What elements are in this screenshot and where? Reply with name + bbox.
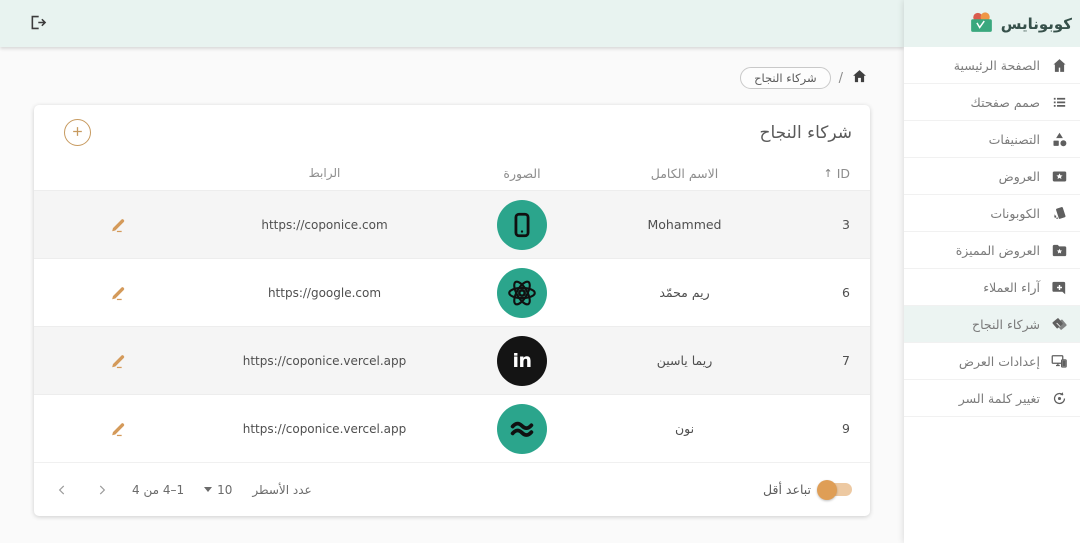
dense-padding-toggle[interactable] (763, 482, 852, 497)
cell-image (447, 268, 597, 318)
layers-icon (1050, 315, 1068, 333)
star-badge-icon (1050, 167, 1068, 185)
sidebar-item-label: شركاء النجاح (972, 316, 1040, 332)
logout-button[interactable] (26, 13, 48, 35)
list-icon (1050, 93, 1068, 111)
column-header-id[interactable] (772, 166, 870, 181)
cell-name: Mohammed (647, 217, 722, 232)
partners-table-card (34, 105, 870, 516)
sidebar-item-label: العروض (998, 168, 1040, 184)
home-icon (1050, 56, 1068, 74)
cell-link: https://coponice.vercel.app (242, 421, 407, 436)
sidebar (904, 0, 1080, 543)
pagination-prev-button[interactable] (92, 480, 112, 500)
cell-name: ريم محمّد (659, 285, 710, 300)
edit-button[interactable] (106, 417, 130, 441)
devices-icon (1050, 352, 1068, 370)
sidebar-item-categories[interactable] (904, 121, 1080, 158)
linkedin-icon (497, 336, 547, 386)
table-column-headers (34, 156, 870, 190)
cell-actions (34, 281, 202, 305)
cell-image (447, 336, 597, 386)
cell-link: https://google.com (267, 285, 382, 300)
pagination (52, 480, 312, 500)
table-row (34, 190, 870, 258)
cell-image (447, 404, 597, 454)
column-label-id: ID (836, 165, 850, 181)
sidebar-item-label: تغيير كلمة السر (958, 390, 1040, 406)
breadcrumb-current-chip[interactable]: شركاء النجاح (740, 67, 831, 89)
edit-button[interactable] (106, 281, 130, 305)
edit-button[interactable] (106, 213, 130, 237)
sidebar-item-label: الكوبونات (990, 205, 1040, 221)
cell-link: https://coponice.com (261, 217, 388, 232)
cell-link: https://coponice.vercel.app (242, 353, 407, 368)
sidebar-item-label: التصنيفات (988, 131, 1040, 147)
cell-actions (34, 213, 202, 237)
coupons-icon (1050, 204, 1068, 222)
logout-icon (28, 13, 47, 35)
sidebar-nav (904, 47, 1080, 417)
home-icon[interactable] (851, 68, 868, 89)
sidebar-item-display-settings[interactable] (904, 343, 1080, 380)
toggle-label: تباعد أقل (763, 482, 811, 497)
logo-text: كوبونايس (1000, 14, 1072, 33)
cell-id: 7 (842, 353, 850, 368)
table-row (34, 258, 870, 326)
cell-id: 9 (842, 421, 850, 436)
sort-ascending-icon: ↑ (823, 166, 833, 180)
column-header-image[interactable]: الصورة (503, 165, 541, 181)
breadcrumb-separator: / (838, 70, 843, 86)
rows-per-page-label: عدد الأسطر (252, 482, 312, 497)
sidebar-item-coupons[interactable] (904, 195, 1080, 232)
sidebar-item-label: صمم صفحتك (970, 94, 1040, 110)
waves-icon (497, 404, 547, 454)
table-footer (34, 462, 870, 516)
cell-name: نون (674, 421, 695, 436)
sidebar-item-label: آراء العملاء (983, 279, 1040, 295)
content (0, 47, 904, 543)
sidebar-item-label: إعدادات العرض (958, 353, 1040, 369)
edit-button[interactable] (106, 349, 130, 373)
logo-icon (969, 11, 994, 37)
sidebar-item-featured-offers[interactable] (904, 232, 1080, 269)
table-title: شركاء النجاح (759, 122, 852, 143)
cell-id: 3 (842, 217, 850, 232)
sidebar-item-customer-reviews[interactable] (904, 269, 1080, 306)
add-partner-button[interactable] (64, 119, 91, 146)
cell-image (447, 200, 597, 250)
toggle-knob (817, 480, 837, 500)
table-row (34, 326, 870, 394)
linkedin-logo-text: in (512, 349, 532, 372)
sidebar-item-home[interactable] (904, 47, 1080, 84)
sidebar-item-offers[interactable] (904, 158, 1080, 195)
cell-id: 6 (842, 285, 850, 300)
table-row (34, 394, 870, 462)
sidebar-item-label: العروض المميزة (955, 242, 1040, 258)
folder-star-icon (1050, 241, 1068, 259)
toggle-switch[interactable] (820, 483, 852, 496)
phone-icon (497, 200, 547, 250)
rows-per-page-value: 10 (217, 482, 233, 497)
column-header-name[interactable]: الاسم الكامل (650, 165, 719, 181)
table-header-bar (34, 105, 870, 156)
sidebar-item-design-page[interactable] (904, 84, 1080, 121)
category-icon (1050, 130, 1068, 148)
sidebar-item-success-partners[interactable] (904, 306, 1080, 343)
chevron-down-icon (204, 487, 212, 492)
cell-actions (34, 349, 202, 373)
plus-icon (71, 125, 84, 141)
breadcrumb (36, 67, 868, 89)
pagination-range-label: 1–4 من 4 (132, 482, 185, 497)
sidebar-item-label: الصفحة الرئيسية (953, 57, 1040, 73)
topbar (0, 0, 904, 47)
rows-per-page-select[interactable] (204, 483, 232, 497)
sidebar-item-change-password[interactable] (904, 380, 1080, 417)
sidebar-logo[interactable] (904, 0, 1080, 47)
pagination-next-button[interactable] (52, 480, 72, 500)
comment-plus-icon (1050, 278, 1068, 296)
column-header-link[interactable]: الرابط (308, 166, 341, 180)
password-reset-icon (1050, 389, 1068, 407)
atom-icon (497, 268, 547, 318)
cell-actions (34, 417, 202, 441)
cell-name: ريما ياسين (656, 353, 713, 368)
